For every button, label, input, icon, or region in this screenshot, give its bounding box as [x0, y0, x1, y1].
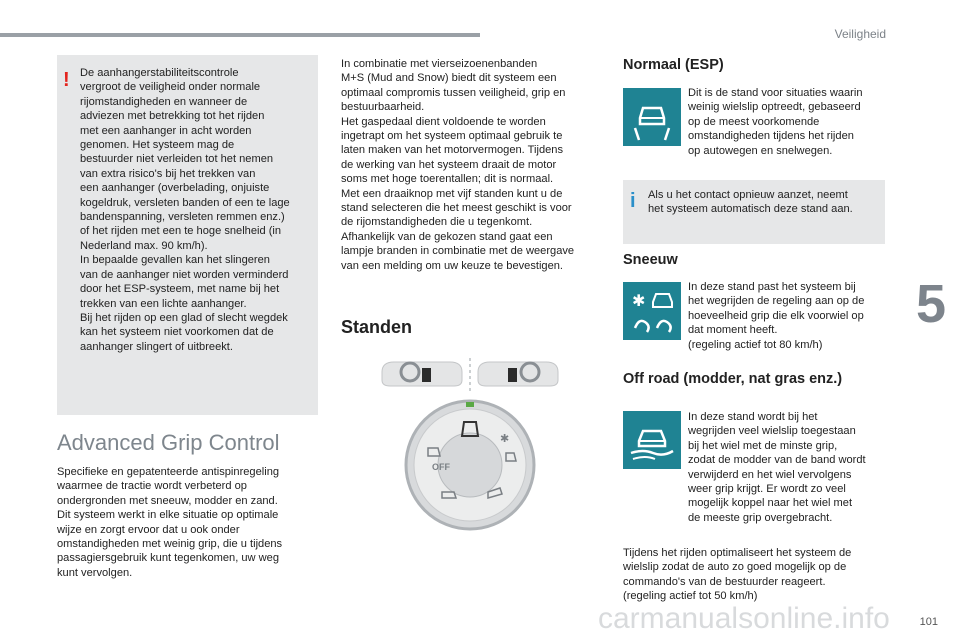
mode-dial [406, 401, 534, 529]
svg-text:✱: ✱ [500, 432, 510, 445]
normal-mode-text: Dit is de stand voor situaties waarin weinig wielslip optreedt, gebaseerd op de meest voorkomende omstandigheden tijdens het rijden op autowegen en snelwegen. [688, 87, 863, 157]
modes-footer-text: Tijdens het rijden optimaliseert het systeem de wielslip zodat de auto zo goed mogelijk op de commando's van de bestuurder reageert. (regeling actief tot 50 km/h) [623, 547, 852, 603]
steering-wheel-right-icon [478, 362, 558, 386]
grip-dial-illustration [380, 350, 560, 540]
section-title: Veiligheid [834, 27, 886, 41]
normal-mode-title: Normaal (ESP) [623, 57, 724, 73]
header-rule [0, 33, 480, 37]
standen-title: Standen [341, 317, 413, 337]
chapter-number: 5 [915, 274, 946, 334]
middle-body: In combinatie met vierseizoenenbanden M+S (Mud and Snow) biedt dit systeem een optimaal compromis tussen veiligheid, grip en bestuurbaarheid. Het gaspedaal dient voldoende te worden ingetrapt om het systeem optimaal gebruik te laten maken van het motorvermogen. Tijdens de werking van het systeem draait de motor soms met hoge toerentallen; dit is normaal. Met een draaiknop met vijf standen kunt u de stand selecteren die het meest geschikt is voor de rijomstandigheden die u tegenkomt. Afhankelijk van de gekozen stand gaat een lampje branden in combinatie met de weergave van een melding om uw keuze te bevestigen. [341, 58, 575, 272]
snow-mode-text: In deze stand past het systeem bij het wegrijden de regeling aan op de hoeveelheid grip die elk voorwiel op dat moment heeft. (regeling actief tot 80 km/h) [688, 281, 865, 351]
warning-text: De aanhangerstabiliteitscontrole vergroot de veiligheid onder normale rijomstandigheden en wanneer de adviezen met betrekking tot het rijden met een aanhanger in acht worden genomen. Het systeem mag de bestuurder niet verleiden tot het nemen van extra risico's bij het trekken van een aanhanger (overbelading, onjuiste kogeldruk, versleten banden of een te lage bandenspanning, versleten remmen enz.) of het rijden met een te hoge snelheid (in Nederland max. 90 km/h). In bepaalde gevallen kan het slingeren van de aanhanger niet worden verminderd door het ESP-systeem, met name bij het trekken van een lichte aanhanger. Bij het rijden op een glad of slecht wegdek kan het systeem niet voorkomen dat de aanhanger slingert of uitbreekt. [80, 67, 290, 353]
mud-mode-icon [623, 411, 681, 469]
esp-car-icon [623, 88, 681, 146]
info-icon: i [630, 190, 636, 212]
snow-mode-icon [623, 282, 681, 340]
info-text: Als u het contact opnieuw aanzet, neemt het systeem automatisch deze stand aan. [648, 189, 853, 216]
svg-text:✱: ✱ [632, 291, 646, 310]
exclamation-icon: ! [63, 69, 70, 91]
agc-body: Specifieke en gepatenteerde antispinregeling waarmee de tractie wordt verbeterd op ondergronden met sneeuw, modder en zand. Dit systeem werkt in elke situatie op optimale wijze en zorgt ervoor dat u ook onder omstandigheden met weinig grip, die u tijdens passagiersgebruik kunt tegenkomen, uw weg kunt vervolgen. [57, 466, 283, 579]
watermark: carmanualsonline.info [598, 602, 890, 635]
page-number: 101 [919, 616, 938, 628]
snow-mode-title: Sneeuw [623, 252, 678, 268]
offroad-mode-text: In deze stand wordt bij het wegrijden veel wielslip toegestaan bij het wiel met de minste grip, zodat de modder van de band wordt verwijderd en het wiel vervolgens weer grip krijgt. Er wordt zo veel mogelijk koppel naar het wiel met de meeste grip overgebracht. [688, 411, 866, 524]
agc-title: Advanced Grip Control [57, 430, 280, 455]
dial-off-label: OFF [432, 462, 450, 472]
offroad-mode-title: Off road (modder, nat gras enz.) [623, 371, 843, 387]
steering-wheel-left-icon [382, 362, 462, 386]
